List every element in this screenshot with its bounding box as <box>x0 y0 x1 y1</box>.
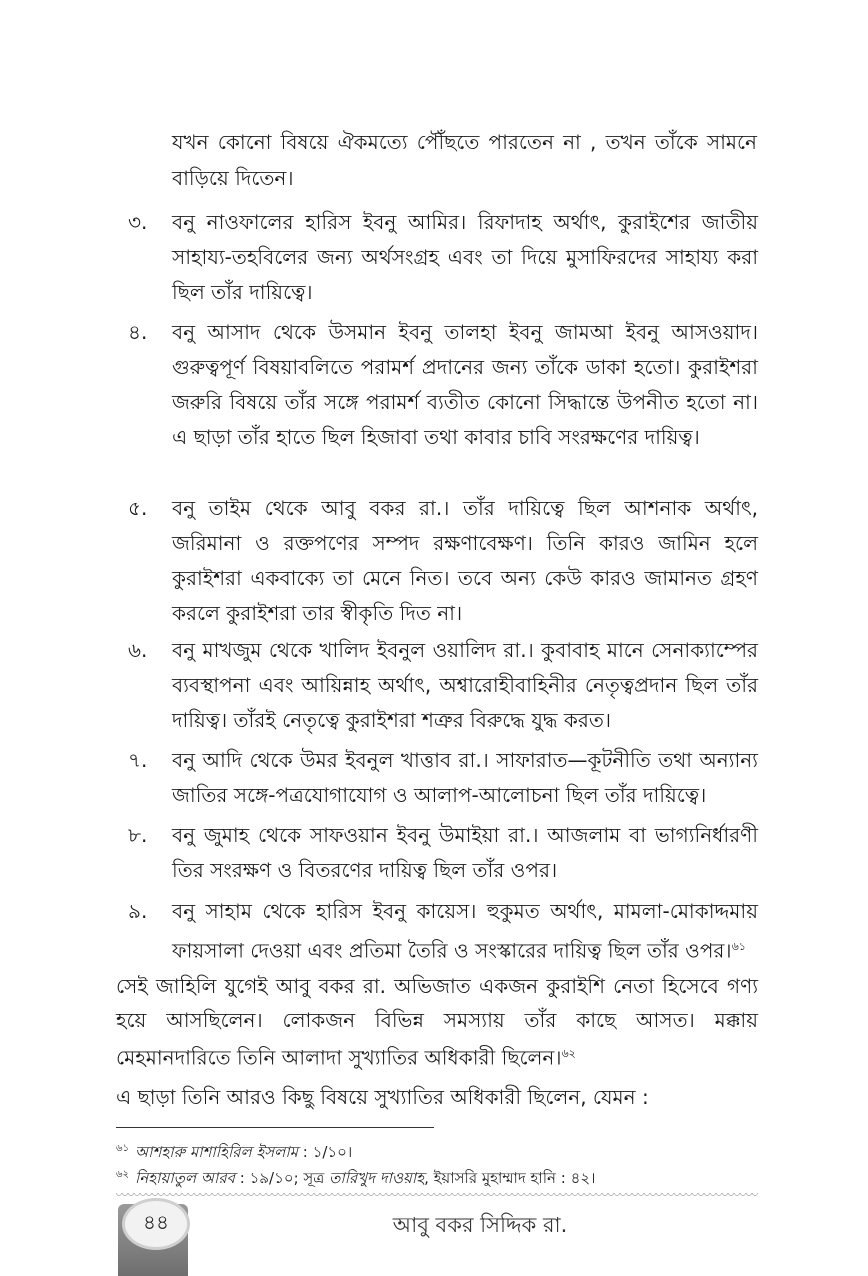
footnote-text: : ১৯/১০; সূত্র <box>234 1169 330 1187</box>
footnote-text: : ১/১০। <box>298 1143 353 1161</box>
paragraph-text: সেই জাহিলি যুগেই আবু বকর রা. অভিজাত একজন কুরাইশি নেতা হিসেবে গণ্য হয়ে আসছিলেন। লোকজন বিভিন্ন সমস্যায় তাঁর কাছে আসত। মক্কায় মেহমানদারিতে তিনি আলাদা সুখ্যাতির অধিকারী ছিলেন। <box>116 974 758 1070</box>
footnote-divider <box>116 1127 434 1128</box>
list-number: ৮. <box>128 823 148 847</box>
list-number: ৪. <box>128 320 148 344</box>
body-paragraph-2: এ ছাড়া তিনি আরও কিছু বিষয়ে সুখ্যাতির অধিকারী ছিলেন, যেমন : <box>116 1085 649 1109</box>
list-text: বনু নাওফালের হারিস ইবনু আমির। রিফাদাহ অর্থাৎ, কুরাইশের জাতীয় সাহায্য-তহবিলের জন্য অর্থসংগ্রহ এবং তা দিয়ে মুসাফিরদের সাহায্য করা ছিল তাঁর দায়িত্বে। <box>172 210 758 304</box>
list-text <box>172 894 758 969</box>
footer-wavy-divider <box>116 1193 758 1199</box>
list-text: বনু মাখজুম থেকে খালিদ ইবনুল ওয়ালিদ রা.। কুবাবাহ মানে সেনাক্যাম্পের ব্যবস্থাপনা এবং আয়িন্নাহ অর্থাৎ, অশ্বারোহীবাহিনীর নেতৃত্বপ্রদান ছিল তাঁর দায়িত্ব। তাঁরই নেতৃত্বে কুরাইশরা শত্রুর বিরুদ্ধে যুদ্ধ করত। <box>172 638 758 732</box>
body-paragraph-1 <box>116 969 758 1075</box>
page-number: ৪৪ <box>122 1198 190 1250</box>
footnote-ref: ৬১ <box>731 940 746 953</box>
list-number: ৫. <box>128 496 148 520</box>
list-number: ৭. <box>128 748 148 772</box>
list-text: বনু জুমাহ থেকে সাফওয়ান ইবনু উমাইয়া রা.। আজলাম বা ভাগ্যনির্ধারণী তির সংরক্ষণ ও বিতরণের দায়িত্ব ছিল তাঁর ওপর। <box>172 823 758 882</box>
list-text: বনু আদি থেকে উমর ইবনুল খাত্তাব রা.। সাফারাত—কূটনীতি তথা অন্যান্য জাতির সঙ্গে-পত্রযোগাযোগ ও আলাপ-আলোচনা ছিল তাঁর দায়িত্বে। <box>172 748 758 807</box>
list-number: ৯. <box>128 899 148 923</box>
footnote-61 <box>116 1139 776 1162</box>
list-number: ৬. <box>128 638 148 662</box>
list-number: ৩. <box>128 210 148 234</box>
footnote-title-2: তারিখুদ দাওয়াহ <box>329 1169 425 1187</box>
footnote-title: আশহারু মাশাহিরিল ইসলাম <box>135 1143 299 1161</box>
footnote-mark: ৬২ <box>116 1169 130 1180</box>
continuation-paragraph: যখন কোনো বিষয়ে ঐকমত্যে পৌঁছতে পারতেন না , তখন তাঁকে সামনে বাড়িয়ে দিতেন। <box>172 130 757 190</box>
footnote-ref: ৬২ <box>561 1047 576 1060</box>
list-text: বনু আসাদ থেকে উসমান ইবনু তালহা ইবনু জামআ ইবনু আসওয়াদ। গুরুত্বপূর্ণ বিষয়াবলিতে পরামর্শ প্রদানের জন্য তাঁকে ডাকা হতো। কুরাইশরা জরুরি বিষয়ে তাঁর সঙ্গে পরামর্শ ব্যতীত কোনো সিদ্ধান্তে উপনীত হতো না। এ ছাড়া তাঁর হাতে ছিল হিজাবা তথা কাবার চাবি সংরক্ষণের দায়িত্ব। <box>172 320 758 449</box>
running-title: আবু বকর সিদ্দিক রা. <box>392 1213 568 1237</box>
footnote-mark: ৬১ <box>116 1143 129 1154</box>
footnote-text-end: , ইয়াসরি মুহাম্মাদ হানি : ৪২। <box>424 1169 596 1187</box>
footnote-title: নিহায়াতুল আরব <box>135 1169 235 1187</box>
list-text: বনু তাইম থেকে আবু বকর রা.। তাঁর দায়িত্বে ছিল আশনাক অর্থাৎ, জরিমানা ও রক্তপণের সম্পদ রক্ষণাবেক্ষণ। তিনি কারও জামিন হলে কুরাইশরা একবাক্যে তা মেনে নিত। তবে অন্য কেউ কারও জামানত গ্রহণ করলে কুরাইশরা তার স্বীকৃতি দিত না। <box>172 496 758 625</box>
list-text-body: বনু সাহাম থেকে হারিস ইবনু কায়েস। হুকুমত অর্থাৎ, মামলা-মোকাদ্দমায় ফায়সালা দেওয়া এবং প্রতিমা তৈরি ও সংস্কারের দায়িত্ব ছিল তাঁর ওপর। <box>172 899 758 963</box>
footnote-62 <box>116 1165 776 1188</box>
